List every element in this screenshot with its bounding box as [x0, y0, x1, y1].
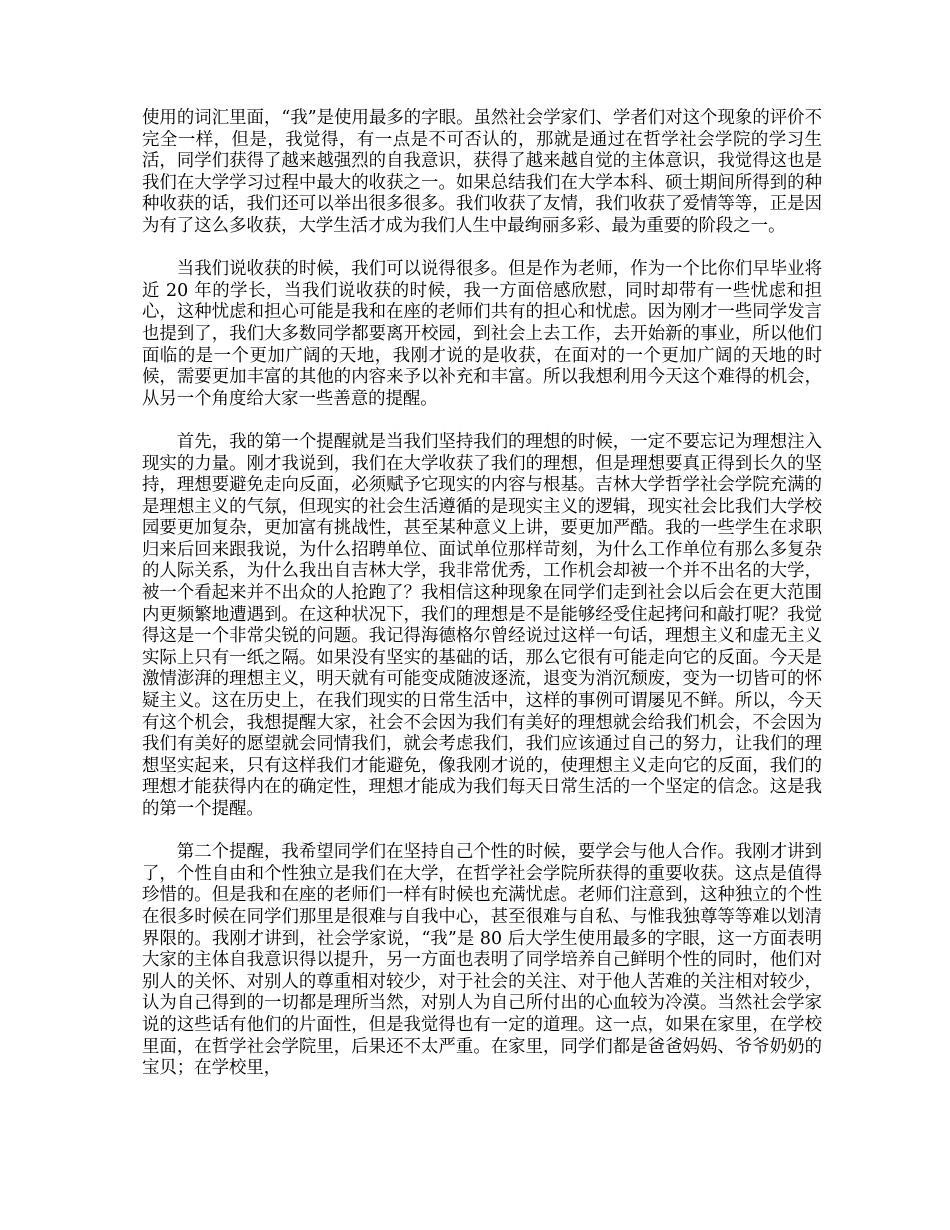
paragraph-1: 使用的词汇里面，“我”是使用最多的字眼。虽然社会学家们、学者们对这个现象的评价不完全一样，但是，我觉得，有一点是不可否认的，那就是通过在哲学社会学院的学习生活，同学们获得了越来越强烈的自我意识，获得了越来越自觉的主体意识，我觉得这也是我们在大学学习过程中最大的收获之一。如果总结我们在大学本科、硕士期间所得到的种种收获的话，我们还可以举出很多很多。我们收获了友情，我们收获了爱情等等，正是因为有了这么多收获，大学生活才成为我们人生中最绚丽多彩、最为重要的阶段之一。 [142, 108, 822, 236]
document-body [142, 108, 822, 1101]
paragraph-3: 首先，我的第一个提醒就是当我们坚持我们的理想的时候，一定不要忘记为理想注入现实的力量。刚才我说到，我们在大学收获了我们的理想，但是理想要真正得到长久的坚持，理想要避免走向反面，必须赋予它现实的内容与根基。吉林大学哲学社会学院充满的是理想主义的气氛，但现实的社会生活遵循的是现实主义的逻辑，现实社会比我们大学校园要更加复杂，更加富有挑战性，甚至某种意义上讲，要更加严酷。我的一些学生在求职归来后回来跟我说，为什么招聘单位、面试单位那样苛刻，为什么工作单位有那么多复杂的人际关系，为什么我出自吉林大学，我非常优秀，工作机会却被一个并不出名的大学，被一个看起来并不出众的人抢跑了？我相信这种现象在同学们走到社会以后会在更大范围内更频繁地遭遇到。在这种状况下，我们的理想是不是能够经受住起拷问和敲打呢？我觉得这是一个非常尖锐的问题。我记得海德格尔曾经说过这样一句话，理想主义和虚无主义实际上只有一纸之隔。如果没有坚实的基础的话，那么它很有可能走向它的反面。今天是激情澎湃的理想主义，明天就有可能变成随波逐流，退变为消沉颓废，变为一切皆可的怀疑主义。这在历史上，在我们现实的日常生活中，这样的事例可谓屡见不鲜。所以，今天有这个机会，我想提醒大家，社会不会因为我们有美好的理想就会给我们机会，不会因为我们有美好的愿望就会同情我们，就会考虑我们，我们应该通过自己的努力，让我们的理想坚实起来，只有这样我们才能避免，像我刚才说的，使理想主义走向它的反面，我们的理想才能获得内在的确定性，理想才能成为我们每天日常生活的一个坚定的信念。这是我的第一个提醒。 [142, 431, 822, 819]
paragraph-2: 当我们说收获的时候，我们可以说得很多。但是作为老师，作为一个比你们早毕业将近 20 年的学长，当我们说收获的时候，我一方面倍感欣慰，同时却带有一些忧虑和担心，这种忧虑和担心可能是我和在座的老师们共有的担心和忧虑。因为刚才一些同学发言也提到了，我们大多数同学都要离开校园，到社会上去工作，去开始新的事业，所以他们面临的是一个更加广阔的天地，我刚才说的是收获，在面对的一个更加广阔的天地的时候，需要更加丰富的其他的内容来予以补充和丰富。所以我想利用今天这个难得的机会，从另一个角度给大家一些善意的提醒。 [142, 259, 822, 409]
paragraph-4: 第二个提醒，我希望同学们在坚持自己个性的时候，要学会与他人合作。我刚才讲到了，个性自由和个性独立是我们在大学，在哲学社会学院所获得的重要收获。这点是值得珍惜的。但是我和在座的老师们一样有时候也充满忧虑。老师们注意到，这种独立的个性在很多时候在同学们那里是很难与自我中心，甚至很难与自私、与惟我独尊等等难以划清界限的。我刚才讲到，社会学家说，“我”是 80 后大学生使用最多的字眼，这一方面表明大家的主体自我意识得以提升，另一方面也表明了同学培养自己鲜明个性的同时，他们对别人的关怀、对别人的尊重相对较少，对于社会的关注、对于他人苦难的关注相对较少，认为自己得到的一切都是理所当然，对别人为自己所付出的心血较为冷漠。当然社会学家说的这些话有他们的片面性，但是我觉得也有一定的道理。这一点，如果在家里，在学校里面，在哲学社会学院里，后果还不太严重。在家里，同学们都是爸爸妈妈、爷爷奶奶的宝贝；在学校里， [142, 842, 822, 1079]
